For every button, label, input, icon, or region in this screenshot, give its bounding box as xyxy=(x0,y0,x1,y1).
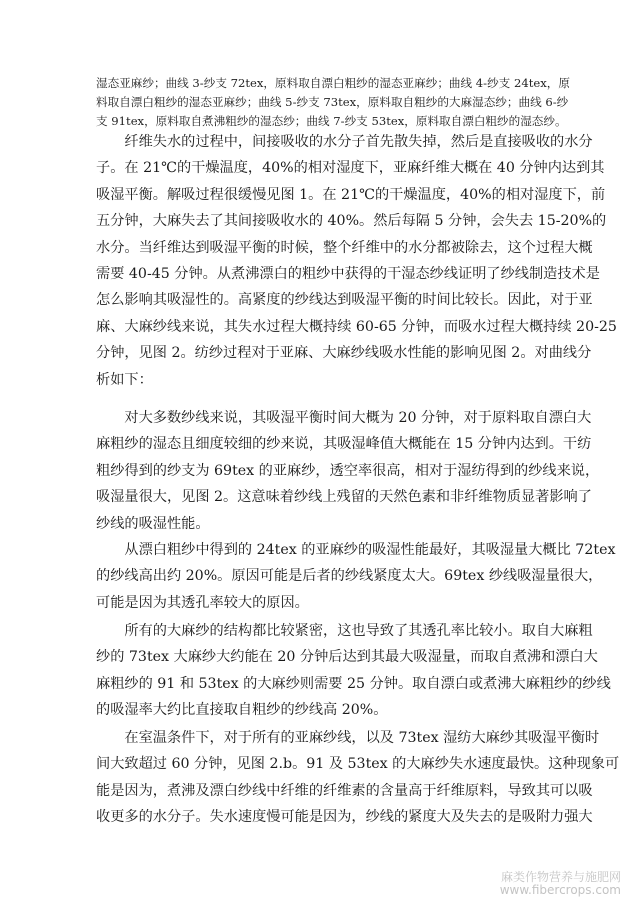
watermark-url: www.fibercrops.com xyxy=(499,883,621,897)
paragraph-room-temperature xyxy=(96,725,620,831)
text-line: 的纱线高出约 20%。原因可能是后者的纱线紧度太大。69tex 纱线吸湿量很大， xyxy=(96,568,603,585)
caption-line: 支 91tex，原料取自煮沸粗纱的湿态纱；曲线 7-纱支 53tex，原料取自漂白粗纱的湿态纱。 xyxy=(96,114,567,128)
site-watermark xyxy=(500,871,621,897)
figure-caption xyxy=(96,74,570,131)
caption-line: 料取自漂白粗纱的湿态亚麻纱；曲线 5-纱支 73tex，原料取自粗纱的大麻湿态纱；曲线 6-纱 xyxy=(96,95,569,109)
text-line: 收更多的水分子。失水速度慢可能是因为，纱线的紧度大及失去的是吸附力强大 xyxy=(96,809,593,826)
text-line: 粗纱得到的纱支为 69tex 的亚麻纱，透空率很高，相对于湿纺得到的纱线来说， xyxy=(96,462,600,479)
text-line: 从漂白粗纱中得到的 24tex 的亚麻纱的吸湿性能最好，其吸湿量大概比 72tex xyxy=(96,542,616,558)
text-line: 怎么影响其吸湿性的。高紧度的纱线达到吸湿平衡的时间比较长。因此，对于亚 xyxy=(96,292,593,309)
text-line: 需要 40-45 分钟。从煮沸漂白的粗纱中获得的干湿态纱线证明了纱线制造技术是 xyxy=(96,266,600,283)
text-line: 吸湿量很大，见图 2。这意味着纱线上残留的天然色素和非纤维物质显著影响了 xyxy=(96,489,592,506)
text-line: 析如下： xyxy=(96,371,153,388)
text-line: 纤维失水的过程中，间接吸收的水分子首先散失掉，然后是直接吸收的水分 xyxy=(96,134,593,150)
paragraph-equilibrium xyxy=(96,405,600,537)
text-line: 五分钟，大麻失去了其间接吸收水的 40%。然后每隔 5 分钟，会失去 15-20%的 xyxy=(96,213,607,230)
text-line: 纱线的吸湿性能。 xyxy=(96,515,210,532)
paragraph-moisture-loss xyxy=(96,129,617,393)
text-line: 纱的 73tex 大麻纱大约能在 20 分钟后达到其最大吸湿量，而取自煮沸和漂白大 xyxy=(96,649,598,666)
text-line: 能是因为，煮沸及漂白纱线中纤维的纤维素的含量高于纤维原料，导致其可以吸 xyxy=(96,782,593,799)
text-line: 所有的大麻纱的结构都比较紧密，这也导致了其透孔率比较小。取自大麻粗 xyxy=(96,623,593,639)
text-line: 间大致超过 60 分钟，见图 2.b。91 及 53tex 的大麻纱失水速度最快。这种现象可 xyxy=(96,756,620,773)
text-line: 在室温条件下，对于所有的亚麻纱线，以及 73tex 湿纺大麻纱其吸湿平衡时 xyxy=(96,730,600,746)
text-line: 分钟，见图 2。纺纱过程对于亚麻、大麻纱线吸水性能的影响见图 2。对曲线分 xyxy=(96,345,592,362)
text-line: 麻粗纱的 91 和 53tex 的大麻纱则需要 25 分钟。取自漂白或煮沸大麻粗纱的纱线 xyxy=(96,675,611,692)
text-line: 吸湿平衡。解吸过程很缓慢见图 1。在 21℃的干燥温度，40%的相对湿度下，前 xyxy=(96,186,606,203)
text-line: 麻粗纱的湿态且细度较细的纱来说，其吸湿峰值大概能在 15 分钟内达到。干纺 xyxy=(96,436,592,453)
text-line: 对大多数纱线来说，其吸湿平衡时间大概为 20 分钟，对于原料取自漂白大 xyxy=(96,410,592,426)
text-line: 子。在 21℃的干燥温度，40%的相对湿度下，亚麻纤维大概在 40 分钟内达到其 xyxy=(96,160,605,177)
text-line: 水分。当纤维达到吸湿平衡的时候，整个纤维中的水分都被除去，这个过程大概 xyxy=(96,239,593,256)
text-line: 的吸湿率大约比直接取自粗纱的纱线高 20%。 xyxy=(96,702,388,719)
text-line: 麻、大麻纱线来说，其失水过程大概持续 60-65 分钟，而吸水过程大概持续 20-25 xyxy=(96,318,617,335)
watermark-title: 麻类作物营养与施肥网 xyxy=(500,870,621,884)
paragraph-hemp-structure xyxy=(96,618,611,724)
caption-line: 湿态亚麻纱；曲线 3-纱支 72tex，原料取自漂白粗纱的湿态亚麻纱；曲线 4-纱支 24tex，原 xyxy=(96,76,570,90)
paragraph-24tex xyxy=(96,537,616,616)
text-line: 可能是因为其透孔率较大的原因。 xyxy=(96,594,309,611)
